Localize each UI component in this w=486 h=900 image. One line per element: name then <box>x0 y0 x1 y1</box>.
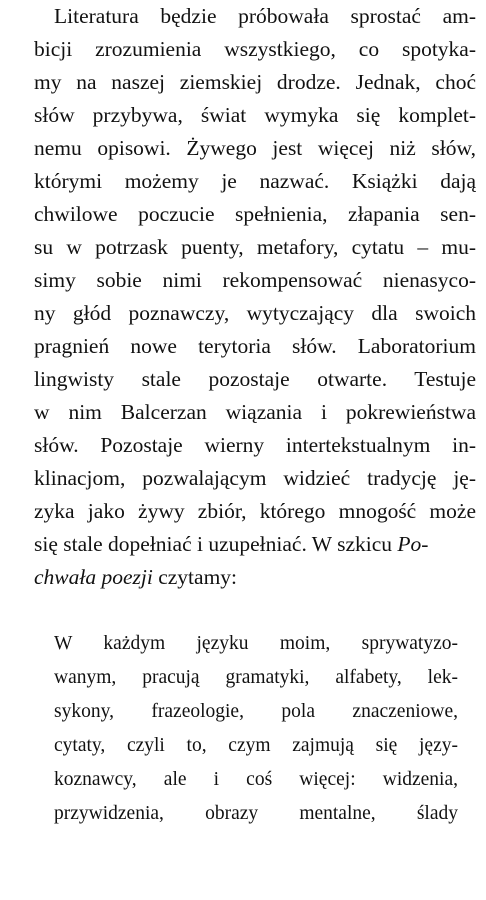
quote-line-1: W każdym języku moim, sprywatyzo- <box>54 633 458 654</box>
paragraph-line-9: simy sobie nimi rekompensować nienasyco- <box>34 268 476 292</box>
paragraph-line-17-text: się stale dopełniać i uzupełniać. W szkicu <box>34 532 393 556</box>
paragraph-line-10: ny głód poznawczy, wytyczający dla swoich <box>34 301 476 325</box>
paragraph-line-16: zyka jako żywy zbiór, którego mnogość może <box>34 499 476 523</box>
paragraph-line-1: Literatura będzie próbowała sprostać am- <box>54 4 476 28</box>
quote-line-4: cytaty, czyli to, czym zajmują się języ- <box>54 735 458 756</box>
paragraph-line-17 <box>34 528 476 561</box>
paragraph-line-6: którymi możemy je nazwać. Książki dają <box>34 169 476 193</box>
block-quote <box>54 627 458 831</box>
paragraph-line-14: słów. Pozostaje wierny intertekstualnym in- <box>34 433 476 457</box>
paragraph-line-12: lingwisty stale pozostaje otwarte. Testuje <box>34 367 476 391</box>
paragraph-line-8: su w potrzask puenty, metafory, cytatu – mu- <box>34 235 476 259</box>
paragraph-line-4: słów przybywa, świat wymyka się komplet- <box>34 103 476 127</box>
essay-title-end: chwała poezji <box>34 565 153 589</box>
paragraph-line-18 <box>34 561 476 594</box>
paragraph-line-13: w nim Balcerzan wiązania i pokrewieństwa <box>34 400 476 424</box>
quote-line-5: koznawcy, ale i coś więcej: widzenia, <box>54 769 458 790</box>
paragraph-line-15: klinacjom, pozwalającym widzieć tradycję ję- <box>34 466 476 490</box>
paragraph-line-18-rest: czytamy: <box>152 565 238 589</box>
paragraph-line-7: chwilowe poczucie spełnienia, złapania sen- <box>34 202 476 226</box>
main-paragraph <box>34 0 476 594</box>
essay-title-start: Po- <box>397 532 429 556</box>
paragraph-line-3: my na naszej ziemskiej drodze. Jednak, choć <box>34 70 476 94</box>
paragraph-line-11: pragnień nowe terytoria słów. Laboratorium <box>34 334 476 358</box>
quote-line-2: wanym, pracują gramatyki, alfabety, lek- <box>54 667 458 688</box>
paragraph-line-5: nemu opisowi. Żywego jest więcej niż słów, <box>34 136 476 160</box>
quote-line-3: sykony, frazeologie, pola znaczeniowe, <box>54 701 458 722</box>
paragraph-line-2: bicji zrozumienia wszystkiego, co spotyka- <box>34 37 476 61</box>
quote-line-6: przywidzenia, obrazy mentalne, ślady <box>54 803 458 824</box>
